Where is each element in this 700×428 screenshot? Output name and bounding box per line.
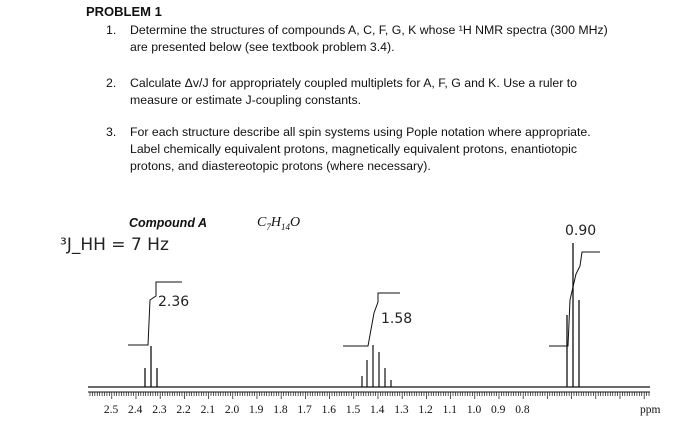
axis-tick-label: 2.2 [176, 404, 191, 416]
axis-tick-label: 0.9 [491, 404, 506, 416]
question-text-line: Label chemically equivalent protons, magnetically equivalent protons, enantiotopic [130, 142, 578, 156]
peak-annotation-0-90: 0.90 [565, 223, 597, 239]
axis-tick-label: 2.3 [152, 404, 167, 416]
axis-tick-label: 1.8 [273, 404, 288, 416]
minor-ticks [90, 392, 649, 399]
axis-tick-labels [104, 404, 530, 416]
question-text-line: Calculate Δv/J for appropriately coupled multiplets for A, F, G and K. Use a ruler to [130, 76, 578, 90]
axis-tick-label: 2.1 [200, 404, 215, 416]
axis-tick-label: 0.8 [515, 404, 530, 416]
question-text-line: For each structure describe all spin systems using Pople notation where appropriate. [130, 125, 591, 139]
axis-tick-label: 1.2 [418, 404, 433, 416]
question-number: 1. [106, 23, 117, 37]
axis-unit: ppm [640, 404, 661, 416]
axis-tick-label: 1.0 [466, 404, 482, 416]
axis-tick-label: 1.7 [297, 404, 312, 416]
question-text-line: Determine the structures of compounds A, C, F, G, K whose ¹H NMR spectra (300 MHz) [130, 23, 608, 37]
axis-tick-label: 1.3 [394, 404, 409, 416]
question-number: 3. [106, 125, 117, 139]
peak-triplet-0-90 [549, 243, 600, 387]
axis-tick-label: 2.4 [128, 404, 143, 416]
question-text-line: measure or estimate J-coupling constants. [130, 93, 362, 107]
compound-label: Compound A [129, 216, 207, 230]
molecular-formula: $C_7H_{14}O$ [257, 215, 301, 232]
axis-tick-label: 1.6 [321, 404, 336, 416]
peak-annotation-1-58: 1.58 [381, 311, 413, 327]
axis-tick-label: 1.9 [249, 404, 264, 416]
question-text-line: protons, and diastereotopic protons (where necessary). [130, 159, 431, 173]
axis-tick-label: 2.0 [224, 404, 240, 416]
peak-multiplet-1-58 [343, 293, 400, 387]
axis-tick-label: 1.1 [442, 404, 457, 416]
axis-tick-label: 1.5 [345, 404, 361, 416]
axis-tick-label: 2.5 [103, 404, 119, 416]
axis-tick-label: 1.4 [370, 404, 385, 416]
peak-annotation-2-36: 2.36 [158, 294, 190, 310]
problem-title: PROBLEM 1 [86, 4, 162, 19]
question-text-line: are presented below (see textbook problem 3.4). [130, 40, 395, 54]
question-number: 2. [106, 76, 117, 90]
handwritten-coupling-note: ³J_HH = 7 Hz [60, 235, 169, 255]
